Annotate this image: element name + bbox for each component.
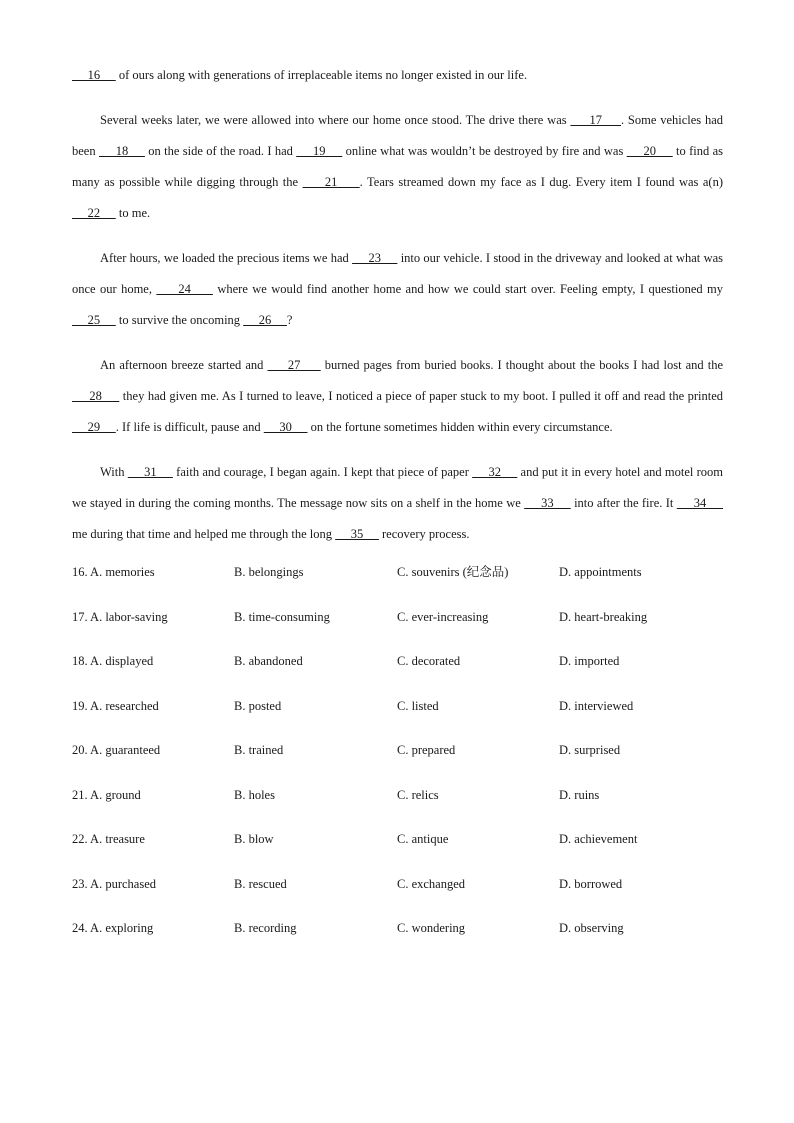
- option-a: 19. A. researched: [72, 698, 159, 713]
- option-c: C. listed: [397, 698, 439, 713]
- passage-text: Several weeks later, we were allowed into where our home once stood. The drive there was: [100, 113, 571, 127]
- passage-text: recovery process.: [378, 527, 470, 541]
- option-a: 18. A. displayed: [72, 654, 154, 668]
- option-b: B. posted: [234, 698, 282, 713]
- answer-blank: 25: [72, 313, 116, 327]
- passage-text: With: [100, 465, 128, 479]
- passage-paragraph: [72, 243, 723, 336]
- passage-paragraph: [72, 105, 723, 229]
- option-b: B. trained: [234, 743, 284, 757]
- option-c: C. ever-increasing: [397, 609, 489, 624]
- answer-blank: 22: [72, 206, 116, 220]
- option-d: D. heart-breaking: [559, 609, 648, 624]
- answer-blank: 30: [263, 420, 308, 434]
- passage-text: After hours, we loaded the precious items we had: [100, 251, 353, 265]
- question-options-row: [72, 742, 723, 787]
- answer-blank: 18: [98, 144, 145, 158]
- passage-text: on the side of the road. I had: [144, 144, 297, 158]
- option-d: D. observing: [559, 921, 624, 935]
- option-c: C. wondering: [397, 921, 466, 935]
- option-d: D. surprised: [559, 743, 621, 757]
- option-d: D. appointments: [559, 565, 642, 579]
- question-options-row: [72, 698, 723, 743]
- option-a: 21. A. ground: [72, 787, 141, 802]
- passage-paragraph: [72, 60, 723, 91]
- answer-blank: 34: [676, 496, 724, 510]
- option-c: C. souvenirs (纪念品): [397, 565, 509, 579]
- option-c: C. prepared: [397, 743, 456, 757]
- option-a: 16. A. memories: [72, 565, 155, 579]
- answer-blank: 33: [524, 496, 571, 510]
- passage-text: me during that time and helped me through the long: [72, 527, 336, 541]
- answer-blank: 27: [267, 358, 321, 372]
- option-a: 24. A. exploring: [72, 921, 154, 935]
- passage-text: and put it in every hotel and motel room we stayed in during the coming months. The message now sits on a shelf in the home we: [72, 465, 724, 510]
- option-d: D. achievement: [559, 832, 638, 846]
- option-c: C. exchanged: [397, 876, 466, 891]
- passage-text: . Tears streamed down my face as I dug. Every item I found was a(n): [359, 175, 724, 189]
- answer-blank: 32: [472, 465, 518, 479]
- passage-text: they had given me. As I turned to leave, I noticed a piece of paper stuck to my boot. I pulled it off and read the printed: [119, 389, 724, 403]
- option-b: B. holes: [234, 787, 275, 802]
- answer-blank: 35: [335, 527, 379, 541]
- option-b: B. belongings: [234, 565, 304, 579]
- answer-blank: 19: [296, 144, 343, 158]
- document-page: [72, 60, 723, 965]
- passage-text: to find as many as possible while digging through the: [72, 144, 724, 189]
- answer-blank: 26: [243, 313, 287, 327]
- passage-text: burned pages from buried books. I thought about the books I had lost and the: [320, 358, 723, 372]
- question-options-row: [72, 609, 723, 654]
- option-a: 17. A. labor-saving: [72, 609, 168, 624]
- answer-blank: 20: [626, 144, 673, 158]
- answer-blank: 31: [127, 465, 173, 479]
- option-b: B. recording: [234, 921, 297, 935]
- option-b: B. blow: [234, 832, 274, 846]
- option-c: C. relics: [397, 787, 439, 802]
- option-b: B. rescued: [234, 876, 287, 891]
- answer-blank: 24: [156, 282, 213, 296]
- option-d: D. borrowed: [559, 876, 623, 891]
- passage-text: . Some vehicles had been: [72, 113, 724, 158]
- passage-text: where we would find another home and how we could start over. Feeling empty, I questioned my: [212, 282, 724, 296]
- passage-text: on the fortune sometimes hidden within every circumstance.: [307, 420, 613, 434]
- answer-blank: 29: [72, 420, 116, 434]
- option-d: D. ruins: [559, 787, 600, 802]
- passage-text: into after the fire. It: [570, 496, 677, 510]
- question-options-row: [72, 787, 723, 832]
- answer-blank: 23: [352, 251, 398, 265]
- option-d: D. imported: [559, 654, 620, 668]
- option-d: D. interviewed: [559, 698, 634, 713]
- option-c: C. decorated: [397, 654, 461, 668]
- passage-text: . If life is difficult, pause and: [115, 420, 264, 434]
- question-options-row: [72, 653, 723, 698]
- answer-blank: 17: [570, 113, 621, 127]
- option-b: B. time-consuming: [234, 609, 330, 624]
- passage-text: An afternoon breeze started and: [100, 358, 268, 372]
- option-a: 20. A. guaranteed: [72, 743, 161, 757]
- passage-text: of ours along with generations of irreplaceable items no longer existed in our life.: [115, 68, 528, 82]
- question-options-row: [72, 920, 723, 965]
- passage-paragraph: [72, 457, 723, 550]
- passage-text: faith and courage, I began again. I kept that piece of paper: [172, 465, 473, 479]
- passage-text: into our vehicle. I stood in the driveway and looked at what was once our home,: [72, 251, 724, 296]
- answer-blank: 28: [72, 389, 120, 403]
- question-options-row: [72, 564, 723, 609]
- answer-blank: 21: [302, 175, 360, 189]
- passage-paragraph: [72, 350, 723, 443]
- option-a: 23. A. purchased: [72, 876, 157, 891]
- answer-blank: 16: [72, 68, 116, 82]
- passage-text: online what was wouldn’t be destroyed by fire and was: [342, 144, 627, 158]
- passage-text: to survive the oncoming: [115, 313, 244, 327]
- question-options-row: [72, 876, 723, 921]
- question-options-row: [72, 831, 723, 876]
- option-a: 22. A. treasure: [72, 832, 145, 846]
- passage-text: ?: [286, 313, 293, 327]
- cloze-passage: [72, 60, 723, 550]
- answer-options: [72, 564, 723, 965]
- passage-text: to me.: [115, 206, 151, 220]
- option-b: B. abandoned: [234, 654, 303, 668]
- option-c: C. antique: [397, 832, 449, 846]
